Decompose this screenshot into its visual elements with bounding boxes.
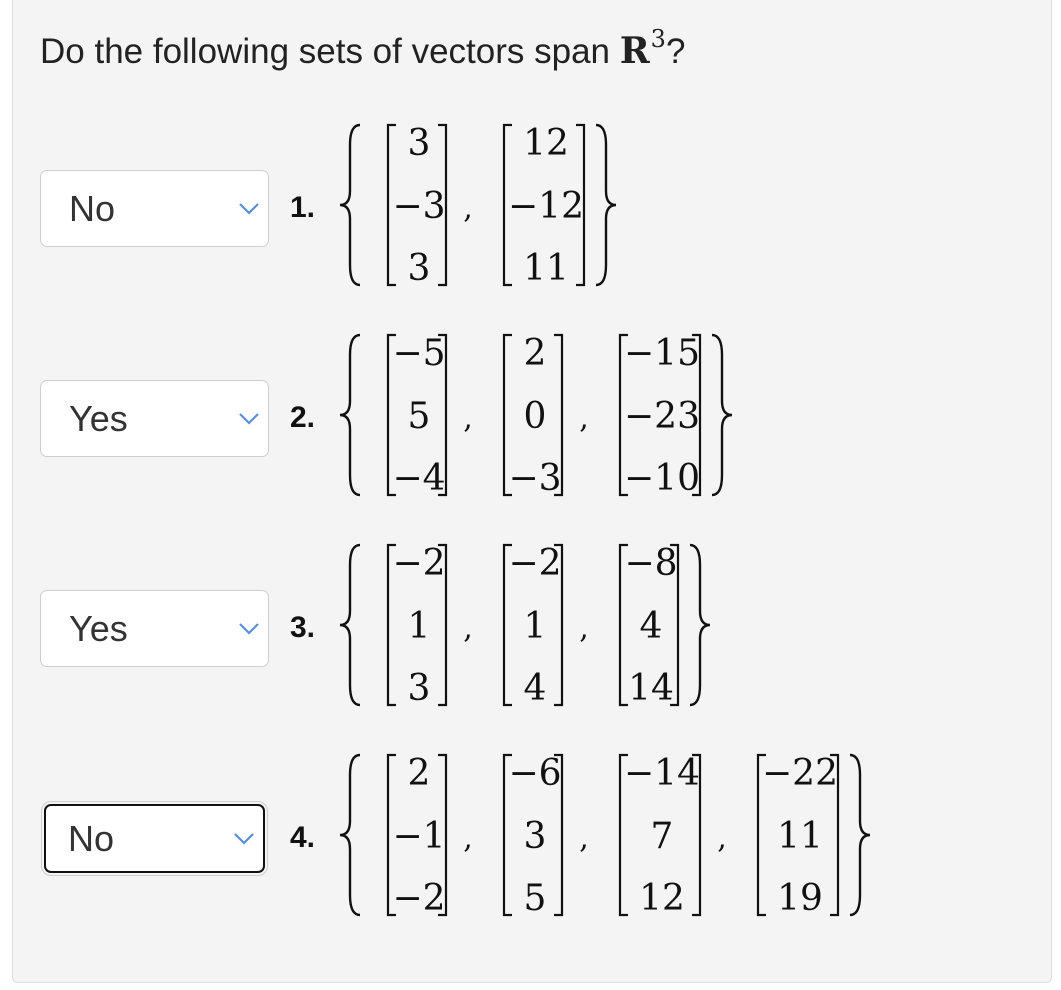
vector-entry: −2 — [392, 878, 446, 919]
vector-entry: 19 — [777, 878, 823, 919]
open-brace — [340, 125, 360, 285]
vector-entry: −14 — [624, 753, 700, 794]
vector-entry: 3 — [407, 668, 431, 709]
vector-entry: −15 — [624, 333, 700, 374]
open-brace — [340, 755, 360, 915]
vector-entry: −2 — [508, 543, 562, 584]
vector-entry: −23 — [624, 396, 700, 437]
vector-entry: 1 — [407, 606, 431, 647]
vector-entry: −4 — [392, 458, 446, 499]
vector-entry: 5 — [523, 878, 547, 919]
answer-dropdown-value: No — [68, 817, 115, 859]
answer-dropdown-value: Yes — [69, 397, 128, 439]
comma: , — [463, 401, 473, 436]
vector-entry: 4 — [639, 606, 663, 647]
comma: , — [579, 821, 589, 856]
vector-entry: −10 — [624, 458, 700, 499]
question-field-symbol: R — [619, 30, 650, 72]
vector-entry: 1 — [523, 606, 547, 647]
vector-entry: −6 — [508, 753, 562, 794]
question-exponent: 3 — [650, 25, 666, 53]
vector-entry: 5 — [407, 396, 431, 437]
comma: , — [579, 611, 589, 646]
vector-entry: −3 — [508, 458, 562, 499]
item-number: 4. — [290, 821, 316, 854]
vector-entry: 12 — [523, 123, 569, 164]
vector-set-4 — [0, 730, 1061, 950]
item-row-2 — [0, 310, 1061, 530]
close-brace — [850, 755, 870, 915]
comma: , — [579, 401, 589, 436]
vector-entry: 3 — [523, 816, 547, 857]
vector-entry: −22 — [762, 753, 838, 794]
close-brace — [596, 125, 616, 285]
question-prefix: Do the following sets of vectors span — [40, 32, 611, 71]
item-row-3 — [0, 520, 1061, 740]
vector-entry: 2 — [407, 753, 431, 794]
vector-entry: 3 — [407, 123, 431, 164]
vector-entry: 7 — [650, 816, 674, 857]
close-brace — [712, 335, 732, 495]
item-row-1 — [0, 100, 1061, 320]
comma: , — [717, 821, 727, 856]
vector-entry: −3 — [392, 186, 446, 227]
vector-entry: −8 — [624, 543, 678, 584]
vector-entry: 0 — [523, 396, 547, 437]
comma: , — [463, 611, 473, 646]
question-text — [40, 25, 686, 72]
answer-dropdown-value: Yes — [69, 607, 128, 649]
vector-entry: 14 — [628, 668, 674, 709]
vector-set-2 — [0, 310, 1061, 530]
item-row-4 — [0, 730, 1061, 950]
vector-entry: 3 — [407, 248, 431, 289]
vector-entry: −5 — [392, 333, 446, 374]
vector-entry: −2 — [392, 543, 446, 584]
vector-entry: 11 — [777, 816, 823, 857]
vector-entry: 4 — [523, 668, 547, 709]
vector-entry: 2 — [523, 333, 547, 374]
comma: , — [463, 821, 473, 856]
comma: , — [463, 191, 473, 226]
vector-entry: 12 — [639, 878, 685, 919]
item-number: 3. — [290, 611, 316, 644]
open-brace — [340, 545, 360, 705]
item-number: 1. — [290, 191, 316, 224]
open-brace — [340, 335, 360, 495]
vector-set-3 — [0, 520, 1061, 740]
question-suffix: ? — [665, 32, 686, 71]
close-brace — [690, 545, 710, 705]
item-number: 2. — [290, 401, 316, 434]
answer-dropdown-value: No — [69, 187, 116, 229]
vector-entry: 11 — [523, 248, 569, 289]
vector-entry: −1 — [392, 816, 446, 857]
vector-set-1 — [0, 100, 1061, 320]
vector-entry: −12 — [508, 186, 584, 227]
